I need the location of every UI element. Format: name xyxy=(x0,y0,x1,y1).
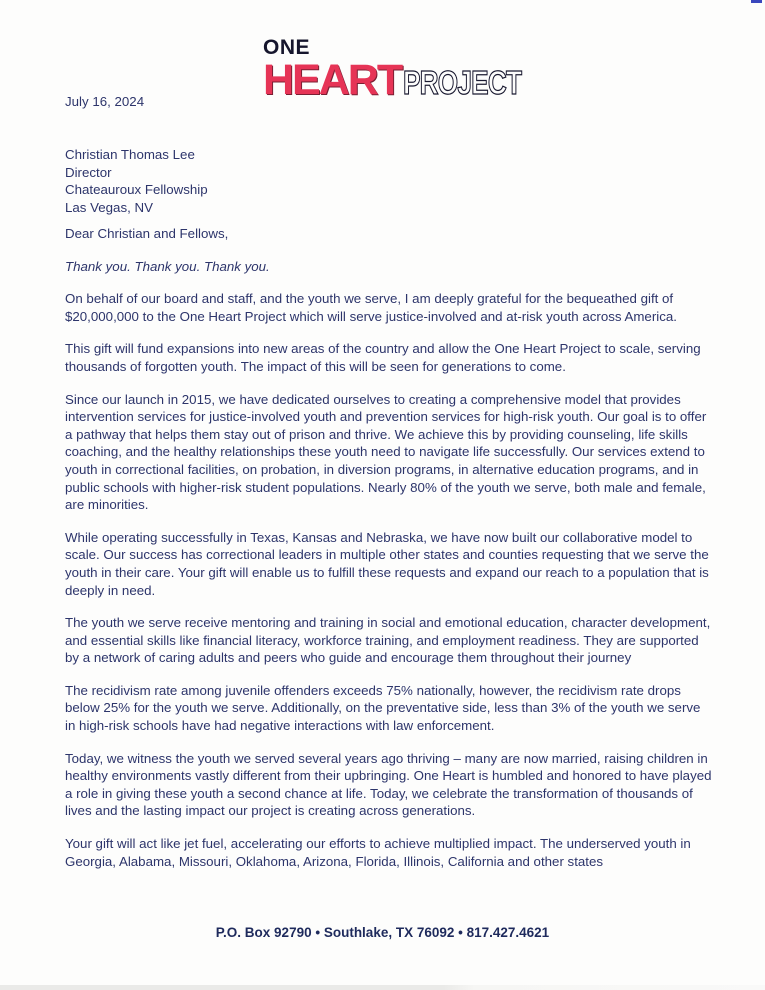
one-heart-project-logo xyxy=(263,37,547,102)
recipient-name: Christian Thomas Lee xyxy=(65,147,195,162)
recipient-organization: Chateauroux Fellowship xyxy=(65,182,208,197)
paragraph-mentoring-training: The youth we serve receive mentoring and training in social and emotional education, character development, and essential skills like financial literacy, workforce training, and employment readiness. They are supported by a network of caring adults and peers who guide and encourage them throughout their journey xyxy=(65,615,711,666)
logo-row xyxy=(263,56,547,104)
gratitude-line: Thank you. Thank you. Thank you. xyxy=(65,258,270,274)
paragraph-youth-thriving: Today, we witness the youth we served several years ago thriving – many are now married, raising children in healthy environments vastly different from their upbringing. One Heart is humbled and honored to have played a role in giving these youth a second chance at life. Today, we celebrate the transformation of thousands of lives and the lasting impact our project is creating across generations. xyxy=(65,750,712,819)
paragraph-bequeathed-gift: On behalf of our board and staff, and the youth we serve, I am deeply grateful for the bequeathed gift of $20,000,000 to the One Heart Project which will serve justice-involved and at-risk youth across America. xyxy=(65,291,677,324)
letter-body xyxy=(65,225,713,885)
paragraph-jet-fuel: Your gift will act like jet fuel, accelerating our efforts to achieve multiplied impact. The underserved youth in Georgia, Alabama, Missouri, Oklahoma, Arizona, Florida, Illinois, California and other states xyxy=(65,836,691,869)
letter-date: July 16, 2024 xyxy=(65,94,145,109)
logo-project-text: PROJECT xyxy=(403,63,522,102)
recipient-location: Las Vegas, NV xyxy=(65,199,153,215)
paragraph-launch-model: Since our launch in 2015, we have dedicated ourselves to creating a comprehensive model that provides intervention services for justice-involved youth and prevention services for high-risk youth. Our goal is to offer a pathway that helps them stay out of prison and thrive. We achieve this by providing counseling, life skills coaching, and the healthy relationships these youth need to navigate life successfully. Our services extend to youth in correctional facilities, on probation, in diversion programs, in alternative education programs, and in public schools with higher-risk student populations. Nearly 80% of the youth we serve, both male and female, are minorities. xyxy=(65,391,707,513)
paragraph-states-scale: While operating successfully in Texas, Kansas and Nebraska, we have now built our collaborative model to scale. Our success has correctional leaders in multiple other states and counties requesting that we serve the youth in their care. Your gift will enable us to fulfill these requests and expand our reach to a population that is deeply in need. xyxy=(65,529,709,598)
paragraph-recidivism-rate: The recidivism rate among juvenile offenders exceeds 75% nationally, however, the recidivism rate drops below 25% for the youth we serve. Additionally, on the preventative side, less than 3% of the youth we serve in high-risk schools have had negative interactions with law enforcement. xyxy=(65,682,701,734)
salutation: Dear Christian and Fellows, xyxy=(65,226,229,241)
page-edge-shadow xyxy=(0,985,765,990)
recipient-block xyxy=(65,146,208,216)
footer-contact-line: P.O. Box 92790 • Southlake, TX 76092 • 817.427.4621 xyxy=(215,925,550,940)
recipient-title: Director xyxy=(65,164,112,180)
logo-heart-text: HEART xyxy=(263,56,402,104)
logo-one-text: ONE xyxy=(263,36,311,59)
scan-artifact xyxy=(751,0,762,3)
paragraph-gift-expansion: This gift will fund expansions into new areas of the country and allow the One Heart Project to scale, serving thousands of forgotten youth. The impact of this will be seen for generations to come. xyxy=(65,341,701,374)
